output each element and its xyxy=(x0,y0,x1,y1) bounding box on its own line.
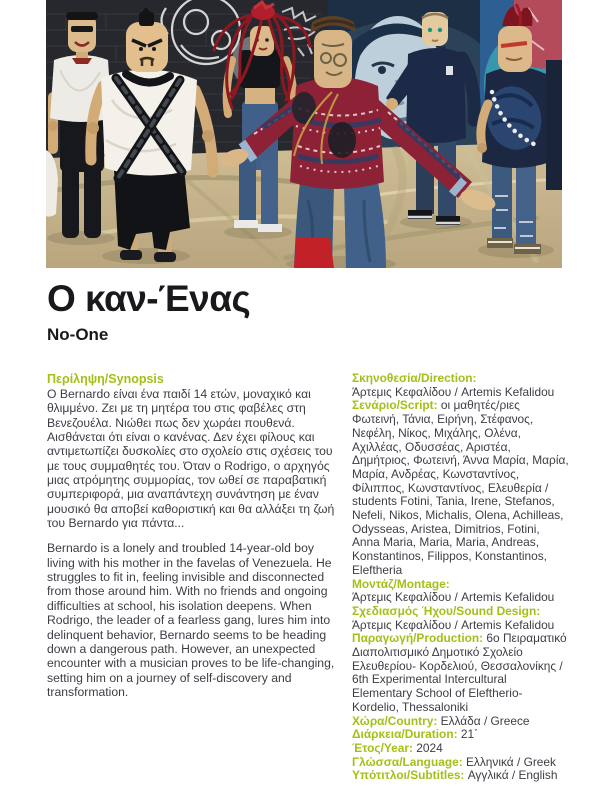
title-block xyxy=(47,279,250,345)
film-title-greek: Ο καν-Ένας xyxy=(47,278,251,319)
credit-label: Γλώσσα/Language: xyxy=(352,754,463,769)
credit-item xyxy=(352,605,570,632)
credit-label: Έτος/Year: xyxy=(352,740,413,755)
credit-value: 2024 xyxy=(412,740,443,755)
credit-label: Διάρκεια/Duration: xyxy=(352,727,458,742)
synopsis-heading: Περίληψη/Synopsis xyxy=(47,372,164,386)
credits-section xyxy=(352,372,570,783)
synopsis-section xyxy=(47,372,341,699)
credit-label: Μοντάζ/Montage: xyxy=(352,576,450,591)
synopsis-english: Bernardo is a lonely and troubled 14-year-old boy living with his mother in the favelas of Venezuela. He struggles to fit in, feeling invisible and disconnected from those around him. With no friends and ongoing difficulties at school, his isolation deepens. When Rodrigo, the leader of a fearless gang, lures him into delinquent behavior, Bernardo seems to be heading down a dangerous path. However, an unexpected encounter with a musician proves to be life-changing, setting him on a journey of self-discovery and transformation. xyxy=(47,541,335,699)
credit-item xyxy=(352,742,570,756)
credit-item xyxy=(352,372,570,399)
credit-item xyxy=(352,399,570,577)
credit-label: Σχεδιασμός Ήχου/Sound Design: xyxy=(352,603,541,618)
credit-label: Σκηνοθεσία/Direction: xyxy=(352,371,477,385)
credit-value: Άρτεμις Κεφαλίδου / Artemis Kefalidou xyxy=(352,384,555,399)
credit-item xyxy=(352,769,570,783)
credit-label: Παραγωγή/Production: xyxy=(352,631,484,646)
credit-label: Υπότιτλοι/Subtitles: xyxy=(352,768,465,783)
credit-item xyxy=(352,632,570,714)
credit-value: 21΄ xyxy=(457,727,479,742)
film-still-illustration xyxy=(46,0,562,268)
credit-value: Άρτεμις Κεφαλίδου / Artemis Kefalidou xyxy=(352,617,555,632)
credit-value: Άρτεμις Κεφαλίδου / Artemis Kefalidou xyxy=(352,590,555,605)
credit-value: 6ο Πειραματικό Διαπολιτισμικό Δημοτικό Σχολείο Ελευθερίου- Κορδελιού, Θεσσαλονίκης / 6th Experimental Intercultural Elementary School of Eleftherio- Kordelio, Thessaloniki xyxy=(352,631,567,714)
film-still-image xyxy=(46,0,562,268)
film-title-english: No-One xyxy=(47,325,109,345)
credit-value: Ελληνικά / Greek xyxy=(462,754,556,769)
credit-value: Ελλάδα / Greece xyxy=(437,713,530,728)
credit-label: Χώρα/Country: xyxy=(352,713,438,728)
credits-list xyxy=(352,372,570,783)
synopsis-greek: Ο Bernardo είναι ένα παιδί 14 ετών, μοναχικό και θλιμμένο. Ζει με τη μητέρα του στις φαβέλες στη Βενεζουέλα. Νιώθει πως δεν χωράει πουθενά. Αισθάνεται ότι είναι ο κανένας. Δεν έχει φίλους και αντιμετωπίζει δυσκολίες στο σχολείο στις σχέσεις του με τους συμμαθητές του. Όταν ο Rodrigo, ο αρχηγός μιας ατρόμητης συμμορίας, τον ωθεί σε παραβατική συμπεριφορά, μια αναπάντεχη συνάντηση με έναν μουσικό θα αποβεί καθοριστική και θα αλλάξει τη ζωή του Bernardo για πάντα... xyxy=(47,387,335,531)
credit-label: Σενάριο/Script: xyxy=(352,398,438,413)
credit-value: οι μαθητές/ριες Φωτεινή, Τάνια, Ειρήνη, Στέφανος, Νεφέλη, Νίκος, Μιχάλης, Ολένα, Αχιλλέας, Οδυσσέας, Αριστέα, Δημήτριος, Φωτεινή, Άννα Μαρία, Μαρία, Μαρία, Ανδρέας, Κωνσταντίνος, Φίλιππος, Κωνσταντίνος, Ελευθερία / students Fotini, Tania, Irene, Stefanos, Nefeli, Nikos, Michalis, Olena, Achilleas, Odysseas, Aristea, Dimitrios, Fotini, Anna Maria, Maria, Maria, Andreas, Konstantinos, Filippos, Konstantinos, Eleftheria xyxy=(352,398,569,577)
credit-item xyxy=(352,578,570,605)
credit-value: Αγγλικά / English xyxy=(464,768,558,783)
credit-item xyxy=(352,728,570,742)
credit-item xyxy=(352,756,570,770)
credit-item xyxy=(352,715,570,729)
